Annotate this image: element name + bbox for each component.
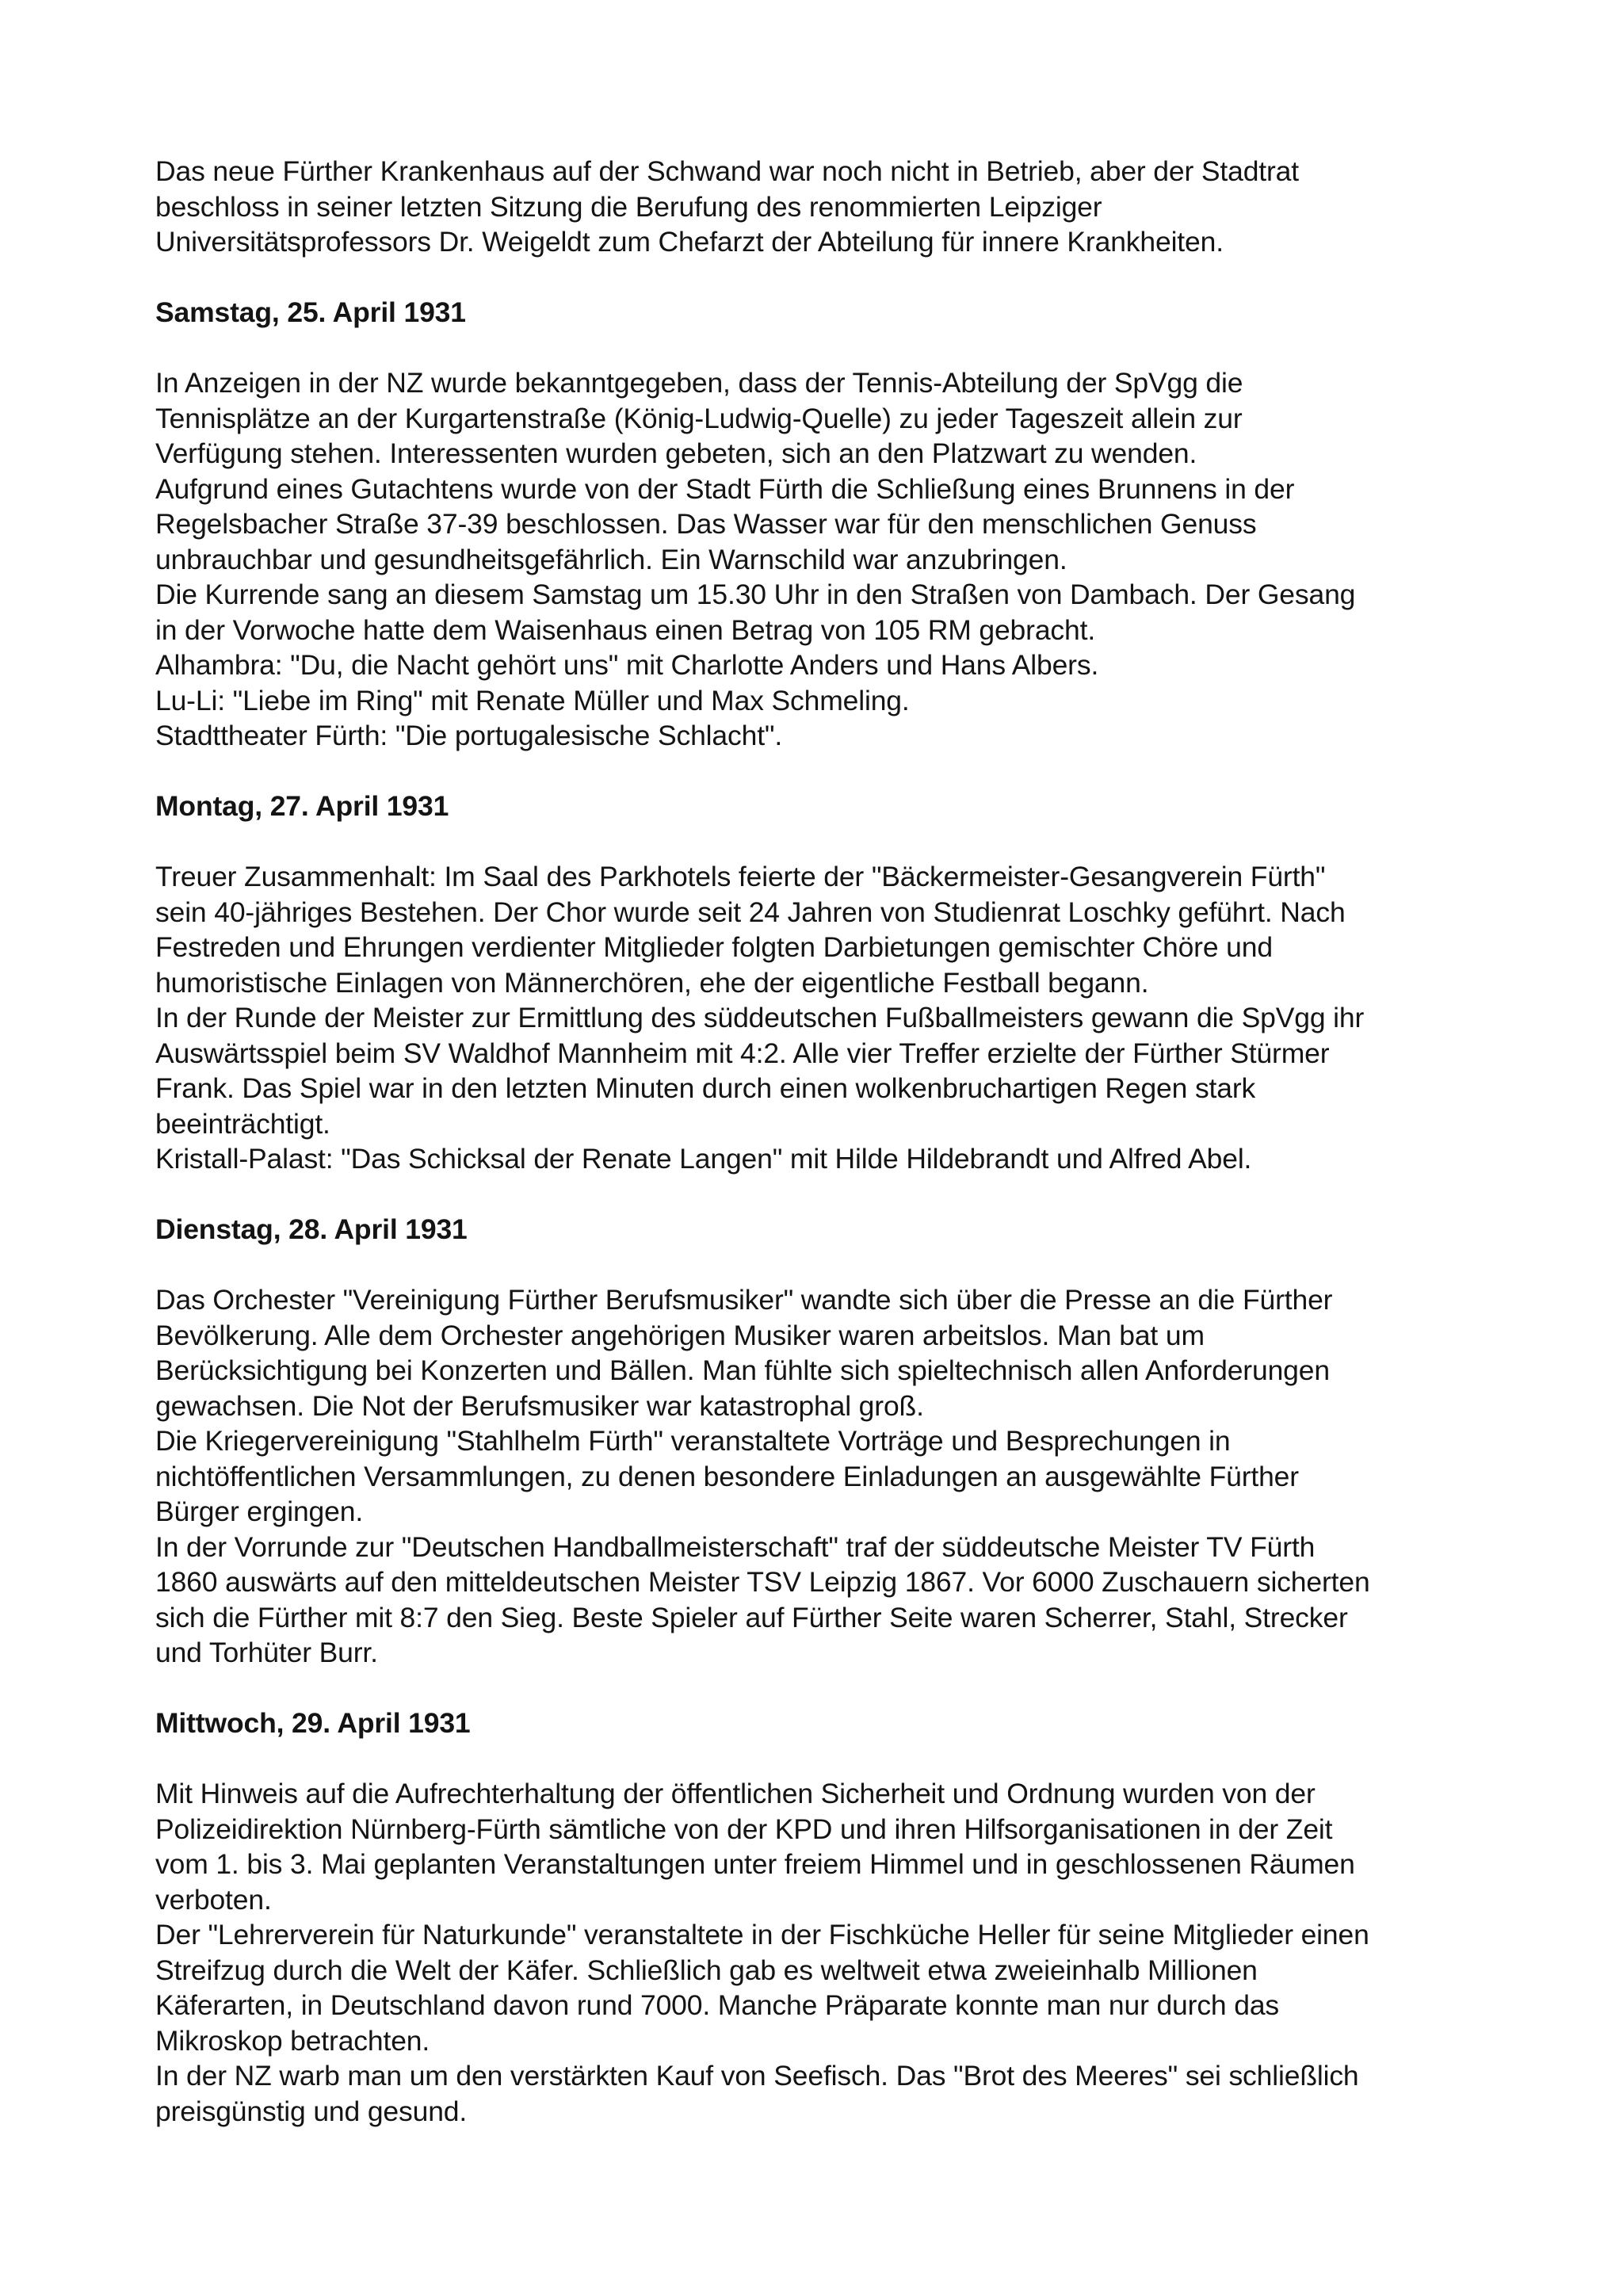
section-body [155, 365, 1503, 754]
text-line: 1860 auswärts auf den mitteldeutschen Meister TSV Leipzig 1867. Vor 6000 Zuschauern sicherten [155, 1566, 1370, 1598]
text-line: In der Vorrunde zur "Deutschen Handballmeisterschaft" traf der süddeutsche Meister TV Fürth [155, 1530, 1316, 1563]
date-heading: Mittwoch, 29. April 1931 [155, 1707, 471, 1739]
intro-paragraph [155, 154, 1503, 260]
text-line: vom 1. bis 3. Mai geplanten Veranstaltungen unter freiem Himmel und in geschlossenen Räumen [155, 1848, 1355, 1880]
text-line: Der "Lehrerverein für Naturkunde" veranstaltete in der Fischküche Heller für seine Mitglieder einen [155, 1919, 1369, 1950]
text-line: Universitätsprofessors Dr. Weigeldt zum Chefarzt der Abteilung für innere Krankheiten. [155, 226, 1224, 258]
text-line: In der Runde der Meister zur Ermittlung des süddeutschen Fußballmeisters gewann die SpVgg ihr [155, 1002, 1365, 1033]
text-line: Aufgrund eines Gutachtens wurde von der Stadt Fürth die Schließung eines Brunnens in der [155, 472, 1295, 505]
text-line: Berücksichtigung bei Konzerten und Bällen. Man fühlte sich spieltechnisch allen Anforderungen [155, 1354, 1330, 1386]
text-line: beeinträchtigt. [155, 1107, 330, 1140]
text-line: verboten. [155, 1883, 272, 1916]
text-line: Regelsbacher Straße 37-39 beschlossen. Das Wasser war für den menschlichen Genuss [155, 508, 1257, 540]
text-line: Mikroskop betrachten. [155, 2024, 430, 2057]
section-body [155, 859, 1503, 1177]
date-heading: Dienstag, 28. April 1931 [155, 1213, 468, 1245]
text-line: Streifzug durch die Welt der Käfer. Schließlich gab es weltweit etwa zweieinhalb Millionen [155, 1954, 1258, 1986]
text-line: Bevölkerung. Alle dem Orchester angehörigen Musiker waren arbeitslos. Man bat um [155, 1319, 1205, 1351]
text-line: in der Vorwoche hatte dem Waisenhaus einen Betrag von 105 RM gebracht. [155, 613, 1096, 646]
text-line: Alhambra: "Du, die Nacht gehört uns" mit Charlotte Anders und Hans Albers. [155, 649, 1099, 681]
text-line: Bürger ergingen. [155, 1496, 364, 1527]
document-page [155, 154, 1503, 2129]
text-line: Das neue Fürther Krankenhaus auf der Schwand war noch nicht in Betrieb, aber der Stadtrat [155, 155, 1299, 187]
section-body [155, 1776, 1503, 2129]
text-line: sich die Fürther mit 8:7 den Sieg. Beste Spieler auf Fürther Seite waren Scherrer, Stahl, Strecker [155, 1601, 1348, 1633]
text-line: sein 40-jähriges Bestehen. Der Chor wurde seit 24 Jahren von Studienrat Loschky geführt. Nach [155, 896, 1346, 928]
text-line: beschloss in seiner letzten Sitzung die Berufung des renommierten Leipziger [155, 190, 1102, 223]
text-line: gewachsen. Die Not der Berufsmusiker war katastrophal groß. [155, 1389, 924, 1422]
date-heading: Samstag, 25. April 1931 [155, 296, 466, 328]
text-line: unbrauchbar und gesundheitsgefährlich. Ein Warnschild war anzubringen. [155, 543, 1067, 575]
text-line: Die Kurrende sang an diesem Samstag um 15.30 Uhr in den Straßen von Dambach. Der Gesang [155, 579, 1356, 610]
text-line: Käferarten, in Deutschland davon rund 7000. Manche Präparate konnte man nur durch das [155, 1989, 1280, 2021]
text-line: nichtöffentlichen Versammlungen, zu denen besondere Einladungen an ausgewählte Fürther [155, 1460, 1299, 1492]
day-section [155, 1706, 1503, 2129]
text-line: Das Orchester "Vereinigung Fürther Berufsmusiker" wandte sich über die Presse an die Fürther [155, 1284, 1333, 1316]
text-line: Tennisplätze an der Kurgartenstraße (König-Ludwig-Quelle) zu jeder Tageszeit allein zur [155, 402, 1243, 434]
text-line: Lu-Li: "Liebe im Ring" mit Renate Müller und Max Schmeling. [155, 684, 910, 716]
day-section [155, 295, 1503, 754]
text-line: Festreden und Ehrungen verdienter Mitglieder folgten Darbietungen gemischter Chöre und [155, 931, 1273, 963]
text-line: humoristische Einlagen von Männerchören, ehe der eigentliche Festball begann. [155, 966, 1149, 999]
text-line: und Torhüter Burr. [155, 1637, 378, 1668]
text-line: Frank. Das Spiel war in den letzten Minuten durch einen wolkenbruchartigen Regen stark [155, 1072, 1256, 1104]
day-section [155, 1212, 1503, 1671]
date-heading: Montag, 27. April 1931 [155, 790, 449, 822]
text-line: In Anzeigen in der NZ wurde bekanntgegeben, dass der Tennis-Abteilung der SpVgg die [155, 367, 1243, 399]
text-line: preisgünstig und gesund. [155, 2095, 468, 2127]
text-line: In der NZ warb man um den verstärkten Kauf von Seefisch. Das "Brot des Meeres" sei schließlich [155, 2060, 1359, 2092]
text-line: Auswärtsspiel beim SV Waldhof Mannheim mit 4:2. Alle vier Treffer erzielte der Fürther Stürmer [155, 1037, 1330, 1069]
section-body [155, 1282, 1503, 1671]
text-line: Kristall-Palast: "Das Schicksal der Renate Langen" mit Hilde Hildebrandt und Alfred Abel. [155, 1143, 1252, 1175]
text-line: Mit Hinweis auf die Aufrechterhaltung der öffentlichen Sicherheit und Ordnung wurden von der [155, 1778, 1316, 1809]
text-line: Verfügung stehen. Interessenten wurden gebeten, sich an den Platzwart zu wenden. [155, 437, 1197, 469]
day-section [155, 789, 1503, 1177]
text-line: Polizeidirektion Nürnberg-Fürth sämtliche von der KPD und ihren Hilfsorganisationen in der Zeit [155, 1813, 1333, 1845]
text-line: Die Kriegervereinigung "Stahlhelm Fürth" veranstaltete Vorträge und Besprechungen in [155, 1425, 1231, 1457]
text-line: Stadttheater Fürth: "Die portugalesische Schlacht". [155, 720, 783, 751]
text-line: Treuer Zusammenhalt: Im Saal des Parkhotels feierte der "Bäckermeister-Gesangverein Fürth" [155, 861, 1326, 892]
